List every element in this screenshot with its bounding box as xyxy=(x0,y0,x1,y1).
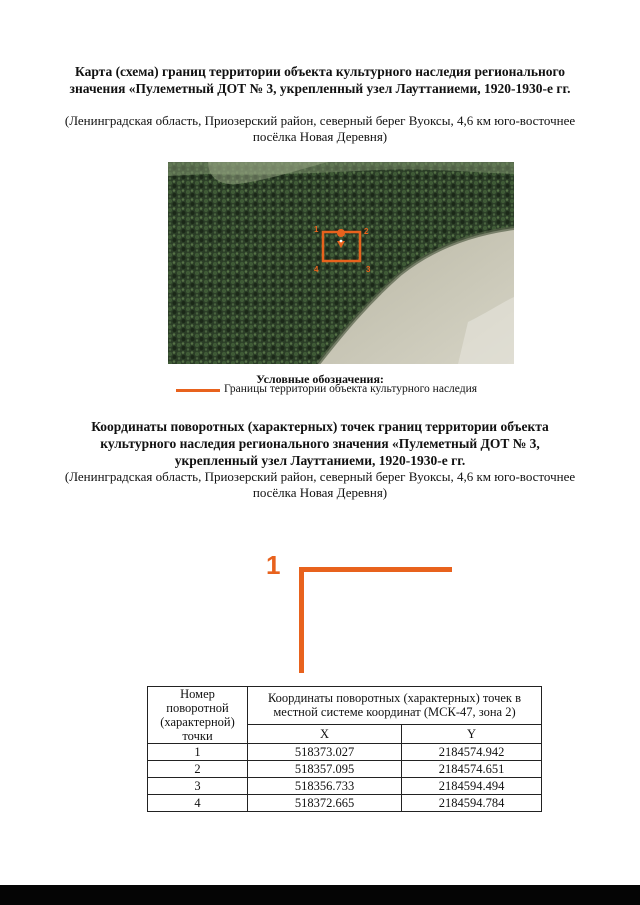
cell-x: 518357.095 xyxy=(248,761,402,778)
legend-title: Условные обозначения: xyxy=(256,372,384,386)
photo-point-label-1: 1 xyxy=(314,225,319,234)
cell-point: 4 xyxy=(148,795,248,812)
cell-y: 2184574.942 xyxy=(402,744,542,761)
photo-point-label-3: 3 xyxy=(366,265,371,274)
cell-point: 3 xyxy=(148,778,248,795)
cell-x: 518356.733 xyxy=(248,778,402,795)
legend-item-label: Границы территории объекта культурного наследия xyxy=(224,383,478,395)
corner-marker-vertical xyxy=(299,567,304,673)
cell-point: 2 xyxy=(148,761,248,778)
map-title: Карта (схема) границ территории объекта культурного наследия регионального значения «Пулеметный ДОТ № 3, укрепленный узел Лауттаниеми, 1920-1930-е гг. xyxy=(69,64,571,96)
header-x: X xyxy=(248,724,402,743)
cell-point: 1 xyxy=(148,744,248,761)
aerial-photo xyxy=(168,162,514,364)
header-coordinates: Координаты поворотных (характерных) точек в местной системе координат (МСК-47, зона 2) xyxy=(248,687,542,725)
map-location: (Ленинградская область, Приозерский район, северный берег Вуоксы, 4,6 км юго-восточнее посёлка Новая Деревня) xyxy=(64,113,576,144)
cell-x: 518373.027 xyxy=(248,744,402,761)
header-point-number: Номер поворотной (характерной) точки xyxy=(148,687,248,744)
scan-bottom-edge xyxy=(0,885,640,905)
table-row xyxy=(148,795,542,812)
coords-location: (Ленинградская область, Приозерский район, северный берег Вуоксы, 4,6 км юго-восточнее посёлка Новая Деревня) xyxy=(64,469,576,500)
corner-marker-horizontal xyxy=(299,567,452,572)
corner-point-label: 1 xyxy=(266,550,281,580)
aerial-photo-graphic xyxy=(168,162,514,364)
legend-boundary-line xyxy=(176,389,220,392)
cell-x: 518372.665 xyxy=(248,795,402,812)
table-row xyxy=(148,778,542,795)
photo-point-label-2: 2 xyxy=(364,227,369,236)
table-row xyxy=(148,761,542,778)
coords-title: Координаты поворотных (характерных) точек границ территории объекта культурного наследия регионального значения «Пулеметный ДОТ № 3, укрепленный узел Лауттаниеми, 1920-1930-е гг. xyxy=(91,419,549,468)
photo-point-label-4: 4 xyxy=(314,265,319,274)
cell-y: 2184594.784 xyxy=(402,795,542,812)
cell-y: 2184594.494 xyxy=(402,778,542,795)
cell-y: 2184574.651 xyxy=(402,761,542,778)
table-row xyxy=(148,744,542,761)
coordinates-table xyxy=(147,686,542,812)
header-y: Y xyxy=(402,724,542,743)
